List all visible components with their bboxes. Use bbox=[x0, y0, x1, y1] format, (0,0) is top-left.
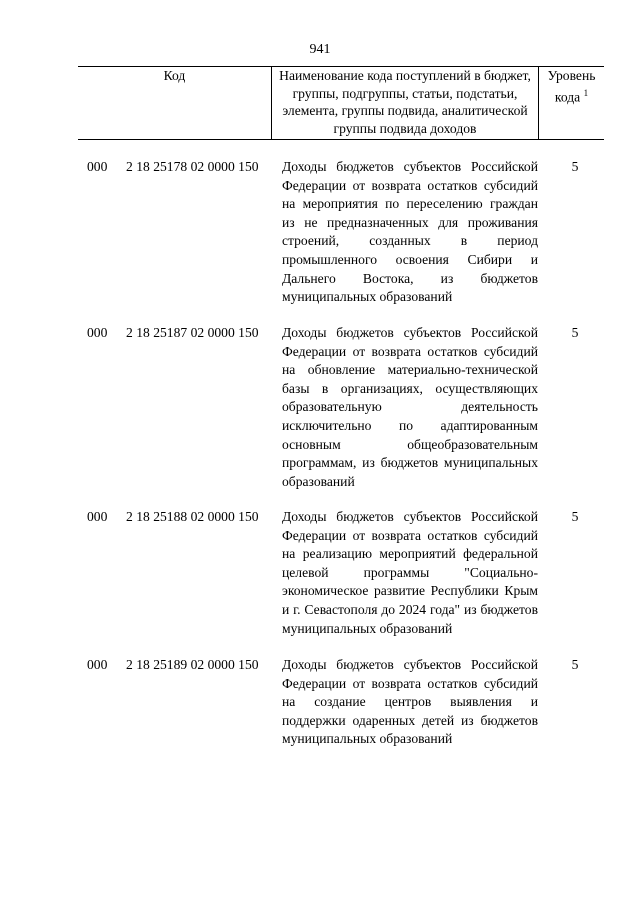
row-code: 2 18 25187 02 0000 150 bbox=[126, 325, 259, 340]
header-name-label: Наименование кода поступлений в бюджет, группы, подгруппы, статьи, подстатьи, элемента, группы подвида, аналитической группы подвида доходов bbox=[279, 68, 531, 136]
row-code-prefix: 000 bbox=[87, 325, 108, 340]
row-code: 2 18 25178 02 0000 150 bbox=[126, 159, 259, 174]
row-description: Доходы бюджетов субъектов Российской Федерации от возврата остатков субсидий на мероприятия по переселению граждан из не предназначенных для проживания строений, созданных в период промышленного освоения Сибири и Дальнего Востока, из бюджетов муниципальных образований bbox=[282, 159, 538, 305]
row-code: 2 18 25188 02 0000 150 bbox=[126, 509, 259, 524]
header-level-label: Уровень кода bbox=[547, 68, 596, 105]
row-code: 2 18 25189 02 0000 150 bbox=[126, 657, 259, 672]
row-description: Доходы бюджетов субъектов Российской Федерации от возврата остатков субсидий на обновление материально-технической базы в организациях, осуществляющих образовательную деятельность исключительно по адаптированным основным общеобразовательным программам, из бюджетов муниципальных образований bbox=[282, 325, 538, 489]
row-level: 5 bbox=[571, 657, 579, 672]
row-level: 5 bbox=[571, 509, 579, 524]
row-description: Доходы бюджетов субъектов Российской Федерации от возврата остатков субсидий на создание центров выявления и поддержки одаренных детей из бюджетов муниципальных образований bbox=[282, 657, 538, 747]
page-number: 941 bbox=[309, 42, 331, 57]
table-header bbox=[78, 66, 604, 140]
header-name bbox=[272, 67, 539, 139]
header-level bbox=[539, 67, 604, 139]
header-code-label: Код bbox=[163, 68, 186, 83]
row-level: 5 bbox=[571, 325, 579, 340]
row-level: 5 bbox=[571, 159, 579, 174]
row-code-prefix: 000 bbox=[87, 159, 108, 174]
row-code-prefix: 000 bbox=[87, 509, 108, 524]
header-level-footnote: 1 bbox=[583, 87, 589, 98]
row-description: Доходы бюджетов субъектов Российской Федерации от возврата остатков субсидий на реализацию мероприятий федеральной целевой программы "Социально-экономическое развитие Республики Крым и г. Севастополя до 2024 года" из бюджетов муниципальных образований bbox=[282, 509, 538, 636]
row-code-prefix: 000 bbox=[87, 657, 108, 672]
header-code bbox=[78, 67, 272, 139]
